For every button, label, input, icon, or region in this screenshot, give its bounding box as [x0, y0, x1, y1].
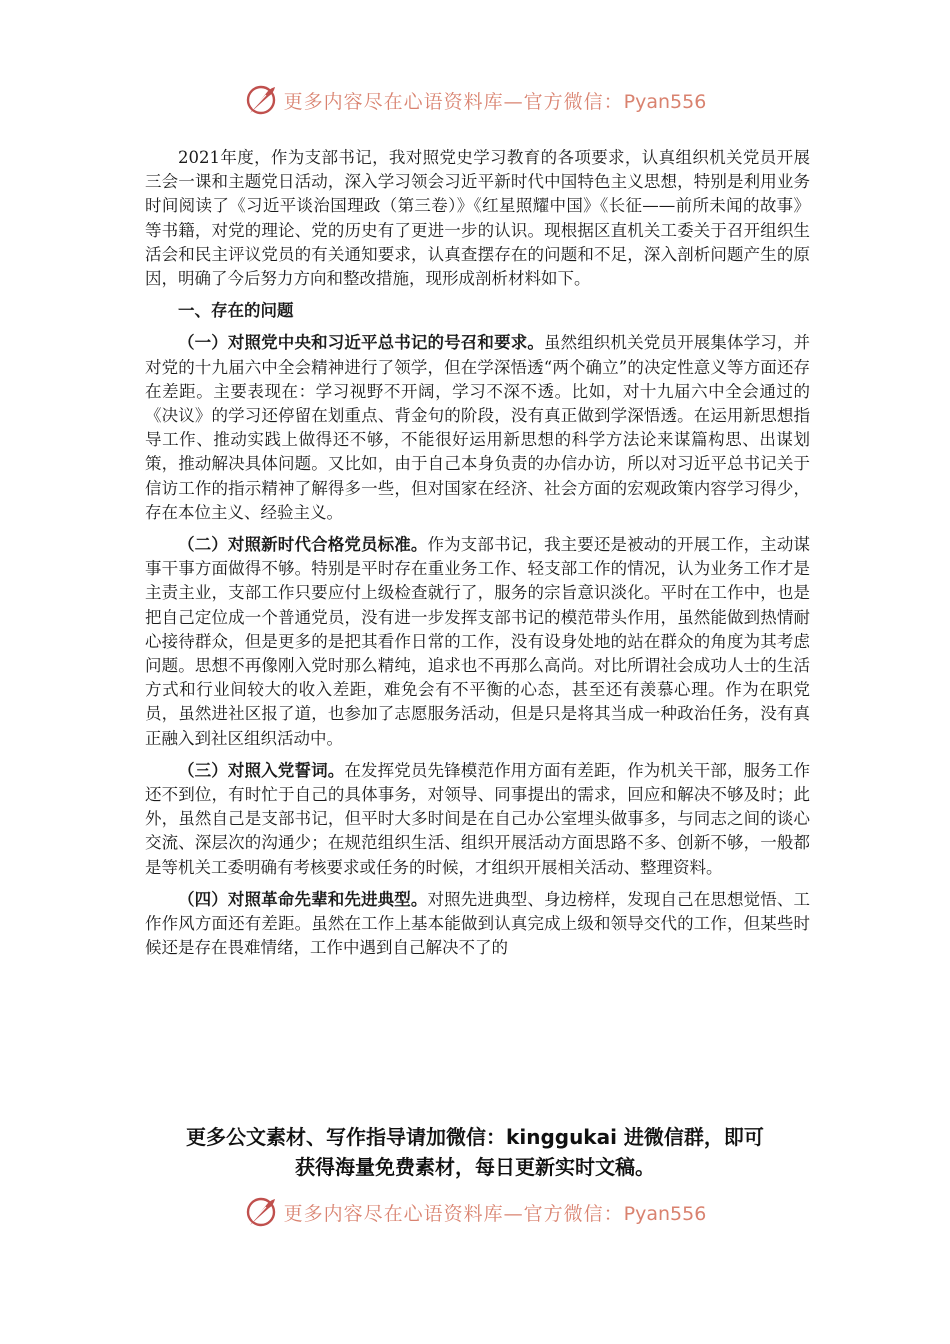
- section-body: 虽然组织机关党员开展集体学习，并对党的十九届六中全会精神进行了领学，但在学深悟透“两个确立”的决定性意义等方面还存在差距。主要表现在：学习视野不开阔，学习不深不透。比如，对十九届六中全会通过的《决议》的学习还停留在划重点、背金句的阶段，没有真正做到学深悟透。在运用新思想指导工作、推动实践上做得还不够，不能很好运用新思想的科学方法论来谋篇构思、出谋划策，推动解决具体问题。又比如，由于自己本身负责的办信办访，所以对习近平总书记关于信访工作的指示精神了解得多一些，但对国家在经济、社会方面的宏观政策内容学习得少，存在本位主义、经验主义。: [145, 333, 811, 522]
- section-lead: （四）对照革命先辈和先进典型。: [178, 889, 428, 909]
- section-lead: （二）对照新时代合格党员标准。: [178, 535, 428, 555]
- quill-logo-icon: [244, 1195, 278, 1229]
- document-body: [145, 146, 810, 969]
- quill-logo-icon: [244, 83, 278, 117]
- banner-prefix: 更多内容尽在心语资料库—官方微信：: [283, 90, 624, 113]
- intro-paragraph: 2021年度，作为支部书记，我对照党史学习教育的各项要求，认真组织机关党员开展三会一课和主题党日活动，深入学习领会习近平新时代中国特色主义思想，特别是利用业务时间阅读了《习近平谈治国理政（第三卷）》《红星照耀中国》《长征——前所未闻的故事》等书籍，对党的理论、党的历史有了更进一步的认识。现根据区直机关工委关于召开组织生活会和民主评议党员的有关通知要求，认真查摆存在的问题和不足，深入剖析问题产生的原因，明确了今后努力方向和整改措施，现形成剖析材料如下。: [145, 148, 810, 289]
- promo-line-1: 更多公文素材、写作指导请加微信：kinggukai 进微信群，即可: [186, 1125, 764, 1149]
- section-lead: （三）对照入党誓词。: [178, 760, 345, 780]
- section-paragraph: [145, 331, 810, 525]
- section-body: 在发挥党员先锋模范作用方面有差距，作为机关干部，服务工作还不到位，有时忙于自己的具体事务，对领导、同事提出的需求，回应和解决不够及时；此外，虽然自己是支部书记，但平时大多时间是在自己办公室埋头做事多，与同志之间的谈心交流、深层次的沟通少；在规范组织生活、组织开展活动方面思路不多、创新不够，一般都是等机关工委明确有考核要求或任务的时候，才组织开展相关活动、整理资料。: [145, 760, 811, 877]
- promo-callout: [130, 1122, 820, 1182]
- section-body: 对照先进典型、身边榜样，发现自己在思想觉悟、工作作风方面还有差距。虽然在工作上基本能做到认真完成上级和领导交代的工作，但某些时候还是存在畏难情绪，工作中遇到自己解决不了的: [145, 889, 811, 958]
- section-body: 作为支部书记，我主要还是被动的开展工作，主动谋事干事方面做得不够。特别是平时存在重业务工作、轻支部工作的情况，认为业务工作才是主责主业，支部工作只要应付上级检查就行了，服务的宗旨意识淡化。平时在工作中，也是把自己定位成一个普通党员，没有进一步发挥支部书记的模范带头作用，虽然能做到热情耐心接待群众，但是更多的是把其看作日常的工作，没有设身处地的站在群众的角度为其考虑问题。思想不再像刚入党时那么精纯，追求也不再那么高尚。对比所谓社会成功人士的生活方式和行业间较大的收入差距，难免会有不平衡的心态，甚至还有羡慕心理。作为在职党员，虽然进社区报了道，也参加了志愿服务活动，但是只是将其当成一种政治任务，没有真正融入到社区组织活动中。: [145, 535, 811, 748]
- banner-wechat-id: Pyan556: [623, 90, 707, 113]
- section-paragraph: [145, 888, 810, 961]
- banner-wechat-id: Pyan556: [623, 1202, 707, 1225]
- banner-text: [284, 87, 707, 114]
- section-paragraph: [145, 759, 810, 880]
- banner-prefix: 更多内容尽在心语资料库—官方微信：: [283, 1202, 624, 1225]
- section-paragraph: [145, 533, 810, 751]
- footer-banner: [0, 1192, 950, 1232]
- promo-line-2: 获得海量免费素材，每日更新实时文稿。: [295, 1155, 655, 1179]
- banner-text: [284, 1199, 707, 1226]
- section-heading: 一、存在的问题: [178, 301, 294, 321]
- header-banner: [0, 80, 950, 120]
- section-lead: （一）对照党中央和习近平总书记的号召和要求。: [178, 333, 544, 353]
